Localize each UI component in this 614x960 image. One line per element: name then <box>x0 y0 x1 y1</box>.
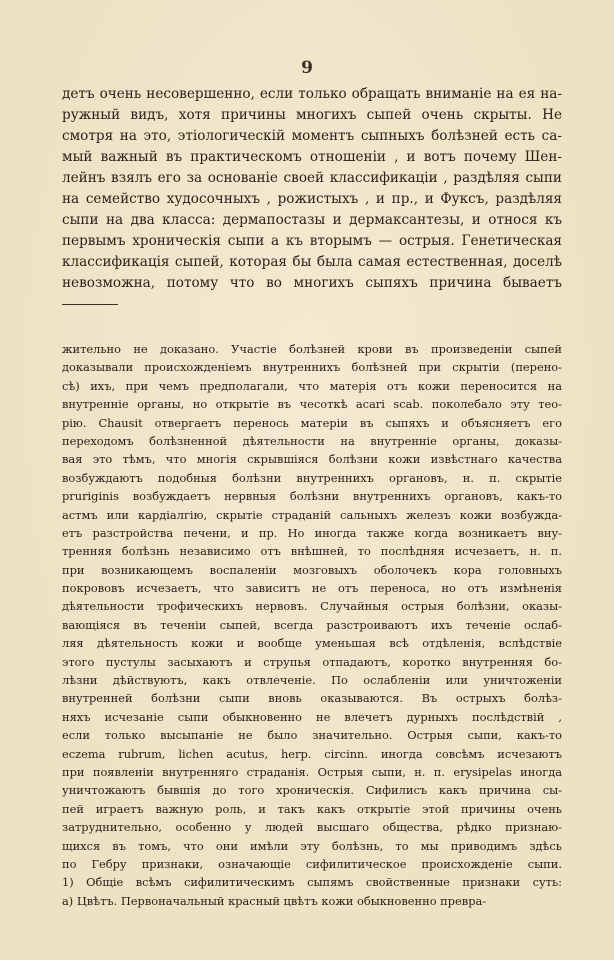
footnote-line: няхъ исчезаніе сыпи обыкновенно не влечетъ дурныхъ послѣдствій , <box>62 709 562 724</box>
main-text-line: ружный видъ, хотя причины многихъ сыпей очень скрыты. Не <box>62 107 562 123</box>
footnote-line: уничтожаютъ бывшія до того хроническія. Сифилисъ какъ причина сы- <box>62 783 562 798</box>
footnote-line: 1) Общіе всѣмъ сифилитическимъ сыпямъ свойственные признаки суть: <box>62 875 562 890</box>
main-text-line: на семейство худосочныхъ , рожистыхъ , и пр., и Фуксъ, раздѣляя <box>62 191 562 207</box>
footnote-line: затруднительно, особенно у людей высшаго общества, рѣдко признаю- <box>62 820 562 835</box>
footnote-line: вающіяся въ теченіи сыпей, всегда разстроиваютъ ихъ теченіе ослаб- <box>62 617 562 632</box>
footnote-line: возбуждаютъ подобныя болѣзни внутреннихъ органовъ, н. п. скрытіе <box>62 470 562 485</box>
footnote-line: етъ разстройства печени, и пр. Но иногда также когда возникаетъ вну- <box>62 525 562 540</box>
main-text-line: классификація сыпей, которая бы была самая естественная, доселѣ <box>62 254 562 270</box>
footnote-line: при появленіи внутренняго страданія. Острыя сыпи, н. п. erysipelas иногда <box>62 764 562 779</box>
main-text-line: сыпи на два класса: дермапостазы и дермаксантезы, и относя къ <box>62 212 562 228</box>
main-text <box>62 84 562 294</box>
footnote-line: тренняя болѣзнь независимо отъ внѣшней, то послѣдняя исчезаетъ, н. п. <box>62 544 562 559</box>
footnote-line: внутренніе органы, но открытіе въ чесоткѣ acari scab. поколебало эту тео- <box>62 397 562 412</box>
footnote-line: доказывали происхожденіемъ внутреннихъ болѣзней при скрытіи (перено- <box>62 360 562 375</box>
main-text-line: первымъ хроническія сыпи а къ вторымъ — острыя. Генетическая <box>62 233 562 249</box>
main-text-line: невозможна, потому что во многихъ сыпяхъ причина бываетъ <box>62 275 562 291</box>
footnote-line: если только высыпаніе не было значительно. Острыя сыпи, какъ-то <box>62 728 562 743</box>
footnote-line: а) Цвѣтъ. Первоначальный красный цвѣтъ кожи обыкновенно превра- <box>62 893 487 908</box>
footnote-line: pruriginis возбуждаетъ нервныя болѣзни внутреннихъ органовъ, какъ-то <box>62 489 562 504</box>
footnote-line: щихся въ томъ, что они имѣли эту болѣзнь, то мы приводимъ здѣсь <box>62 838 562 853</box>
footnote-line: этого пустулы засыхаютъ и струпья отпадаютъ, коротко внутренняя бо- <box>62 654 562 669</box>
footnote-line: астмъ или кардіалгію, скрытіе страданій сальныхъ железъ кожи возбужда- <box>62 507 562 522</box>
page-number: 9 <box>301 58 313 78</box>
main-text-line: детъ очень несовершенно, если только обращать вниманіе на ея на- <box>62 86 562 102</box>
footnote-line: eczema rubrum, lichen acutus, herp. circinn. иногда совсѣмъ исчезаютъ <box>62 746 562 761</box>
footnote-line: ляя дѣятельность кожи и вообще уменьшая всѣ отдѣленія, вслѣдствіе <box>62 636 562 651</box>
main-text-line: смотря на это, этіологическій моментъ сыпныхъ болѣзней есть са- <box>62 128 562 144</box>
footnote-line: пей играетъ важную роль, и такъ какъ открытіе этой причины очень <box>62 801 562 816</box>
footnote-line: сѣ) ихъ, при чемъ предполагали, что матерія отъ кожи переносится на <box>62 378 562 393</box>
footnote-line: жительно не доказано. Участіе болѣзней крови въ произведеніи сыпей <box>62 342 562 356</box>
footnote-line: переходомъ болѣзненной дѣятельности на внутренніе органы, доказы- <box>62 433 562 448</box>
footnote-line: дѣятельности трофическихъ нервовъ. Случайныя острыя болѣзни, оказы- <box>62 599 562 614</box>
footnote-line: внутренней болѣзни сыпи вновь оказываются. Въ острыхъ болѣз- <box>62 691 562 706</box>
main-text-line: лейнъ взялъ его за основаніе своей классификаціи , раздѣляя сыпи <box>62 170 562 186</box>
footnote-line: покрововъ исчезаетъ, что зависитъ не отъ переноса, но отъ измѣненія <box>62 581 562 596</box>
footnote-divider <box>62 304 118 305</box>
footnote-line: вая это тѣмъ, что многія скрывшіяся болѣзни кожи извѣстнаго качества <box>62 452 562 467</box>
footnote-line: при возникающемъ воспаленіи мозговыхъ оболочекъ кора головныхъ <box>62 562 562 577</box>
main-text-line: мый важный въ практическомъ отношеніи , и вотъ почему Шен- <box>62 149 562 165</box>
footnote-line: по Гебру признаки, означающіе сифилитическое происхожденіе сыпи. <box>62 856 562 871</box>
footnote-line: рію. Chausit отвергаетъ перенось матеріи въ сыпяхъ и объясняетъ его <box>62 415 562 430</box>
footnote-text <box>62 340 562 910</box>
footnote-line: лѣзни дѣйствуютъ, какъ отвлеченіе. По ослабленіи или уничтоженіи <box>62 673 562 688</box>
